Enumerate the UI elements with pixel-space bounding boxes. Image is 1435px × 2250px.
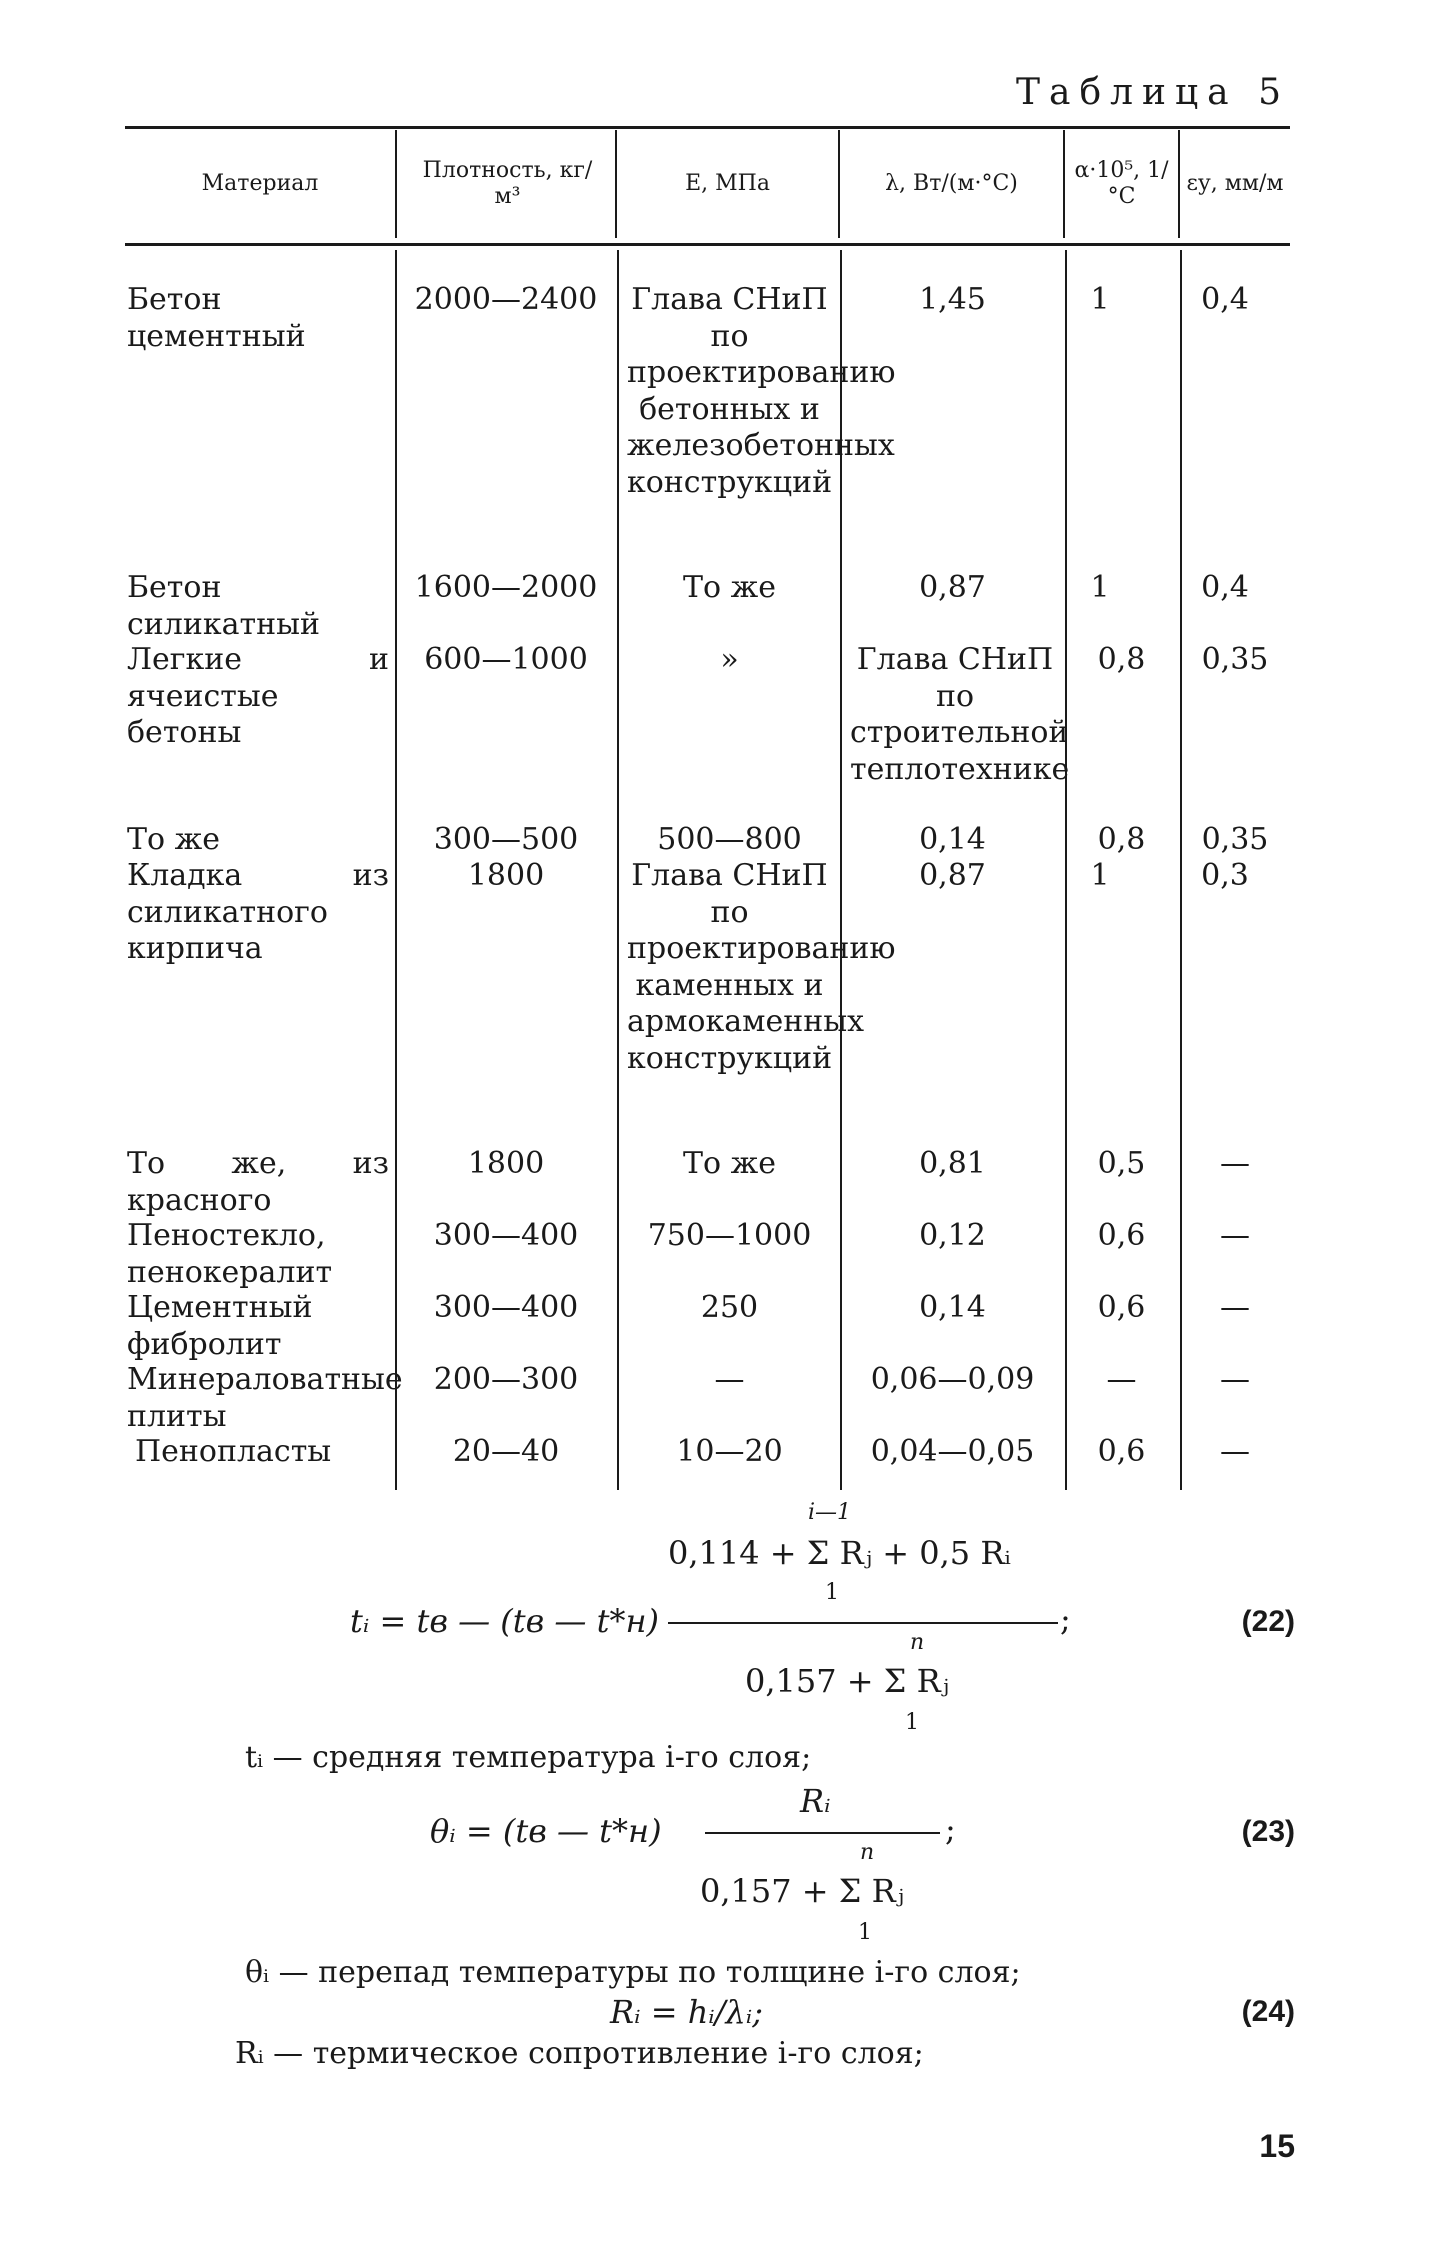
eq23-denominator: 0,157 + Σ Rⱼ bbox=[700, 1872, 905, 1910]
table-cell-material: Цементный фибролит bbox=[127, 1290, 313, 1362]
table-cell-density: 300—400 bbox=[433, 1290, 579, 1325]
body-divider bbox=[395, 250, 397, 1490]
table-header-rule bbox=[125, 243, 1290, 246]
table-cell-alpha: 0,6 bbox=[1097, 1434, 1146, 1469]
header-density: Плотность, кг/м³ bbox=[422, 158, 593, 209]
table-caption: Таблица 5 bbox=[1016, 72, 1290, 113]
table-cell-material: Кладка из силикатного кирпича bbox=[127, 858, 389, 966]
table-cell-density: 200—300 bbox=[433, 1362, 579, 1397]
table-cell-alpha: 0,5 bbox=[1097, 1146, 1146, 1181]
table-cell-alpha: 0,6 bbox=[1097, 1290, 1146, 1325]
eq23-lhs: θᵢ = (tв — t*н) bbox=[430, 1812, 662, 1850]
table-cell-epsilon: 0,35 bbox=[1201, 642, 1269, 677]
page-number: 15 bbox=[1259, 2128, 1295, 2164]
table-cell-modulus: — bbox=[714, 1362, 745, 1397]
table-cell-density: 2000—2400 bbox=[414, 282, 598, 317]
table-cell-epsilon: 0,35 bbox=[1201, 822, 1269, 857]
header-material: Материал bbox=[201, 171, 319, 196]
table-cell-alpha: 1 bbox=[1090, 570, 1110, 605]
eq23-description: θᵢ — перепад температуры по толщине i-го слоя; bbox=[245, 1955, 1021, 1990]
table-cell-epsilon: 0,3 bbox=[1201, 858, 1249, 893]
header-conductivity: λ, Вт/(м·°С) bbox=[885, 171, 1018, 196]
eq22-sum-lower-den: 1 bbox=[905, 1710, 919, 1735]
table-top-rule bbox=[125, 126, 1290, 129]
table-cell-conductivity: 0,14 bbox=[919, 822, 986, 857]
table-cell-density: 1800 bbox=[467, 858, 545, 893]
table-cell-material: Минераловатные плиты bbox=[127, 1362, 403, 1434]
eq22-sum-lower-num: 1 bbox=[825, 1580, 839, 1605]
header-alpha: α·10⁵, 1/°С bbox=[1074, 158, 1169, 209]
eq22-description: tᵢ — средняя температура i-го слоя; bbox=[245, 1740, 812, 1775]
table-cell-material: То же bbox=[127, 822, 220, 857]
table-cell-material: Пеностекло, пенокералит bbox=[127, 1218, 333, 1290]
table-cell-epsilon: 0,4 bbox=[1201, 570, 1249, 605]
table-cell-density: 20—40 bbox=[452, 1434, 560, 1469]
eq22-number: (22) bbox=[1241, 1605, 1295, 1638]
table-cell-conductivity: 0,81 bbox=[919, 1146, 986, 1181]
table-cell-density: 600—1000 bbox=[424, 642, 588, 677]
table-cell-material: Бетон силикатный bbox=[127, 570, 320, 642]
table-cell-alpha: 0,8 bbox=[1097, 822, 1146, 857]
eq23-fraction-bar bbox=[705, 1832, 940, 1834]
body-divider bbox=[1180, 250, 1182, 1490]
table-cell-modulus: Глава СНиП по проектированию бетонных и железобетонных конструкций bbox=[627, 282, 896, 500]
table-cell-conductivity: 0,12 bbox=[919, 1218, 986, 1253]
table-cell-modulus: Глава СНиП по проектированию каменных и армокаменных конструкций bbox=[627, 858, 896, 1076]
eq24-formula: Rᵢ = hᵢ/λᵢ; bbox=[610, 1993, 764, 2031]
table-cell-material: То же, из красного bbox=[127, 1146, 389, 1218]
header-divider bbox=[395, 130, 397, 238]
eq23-numerator: Rᵢ bbox=[800, 1782, 831, 1820]
header-epsilon: εу, мм/м bbox=[1186, 171, 1284, 196]
table-cell-alpha: 0,6 bbox=[1097, 1218, 1146, 1253]
eq22-tail: ; bbox=[1060, 1600, 1071, 1638]
eq23-sum-lower: 1 bbox=[858, 1920, 872, 1945]
table-cell-conductivity: 0,14 bbox=[919, 1290, 986, 1325]
table-cell-conductivity: 0,87 bbox=[919, 570, 986, 605]
table-cell-conductivity: 0,06—0,09 bbox=[870, 1362, 1035, 1397]
table-cell-conductivity: 0,04—0,05 bbox=[870, 1434, 1035, 1469]
table-cell-alpha: 1 bbox=[1090, 282, 1110, 317]
eq22-sum-upper-den: n bbox=[910, 1630, 925, 1655]
eq22-lhs: tᵢ = tв — (tв — t*н) bbox=[350, 1602, 660, 1640]
eq22-sum-upper-num: i—1 bbox=[808, 1500, 852, 1525]
table-cell-epsilon: 0,4 bbox=[1201, 282, 1249, 317]
table-cell-epsilon: — bbox=[1220, 1290, 1250, 1325]
header-divider bbox=[1063, 130, 1065, 238]
table-cell-density: 1600—2000 bbox=[414, 570, 598, 605]
table-cell-modulus: 750—1000 bbox=[647, 1218, 812, 1253]
header-divider bbox=[1178, 130, 1180, 238]
eq24-description: Rᵢ — термическое сопротивление i-го слоя; bbox=[235, 2036, 924, 2071]
eq22-denominator: 0,157 + Σ Rⱼ bbox=[745, 1662, 950, 1700]
eq23-number: (23) bbox=[1241, 1815, 1295, 1848]
eq23-sum-upper: n bbox=[860, 1840, 875, 1865]
table-cell-material: Бетон цементный bbox=[127, 282, 306, 354]
table-cell-epsilon: — bbox=[1220, 1146, 1250, 1181]
table-cell-modulus: То же bbox=[683, 570, 776, 605]
table-cell-alpha: 1 bbox=[1090, 858, 1110, 893]
header-modulus: E, МПа bbox=[685, 171, 770, 196]
table-cell-conductivity: 1,45 bbox=[919, 282, 986, 317]
table-cell-alpha: — bbox=[1106, 1362, 1137, 1397]
table-cell-density: 300—500 bbox=[433, 822, 579, 857]
table-cell-modulus: » bbox=[720, 642, 739, 677]
table-cell-epsilon: — bbox=[1220, 1434, 1250, 1469]
table-cell-modulus: 10—20 bbox=[676, 1434, 783, 1469]
table-cell-modulus: То же bbox=[683, 1146, 776, 1181]
table-cell-material: Пенопласты bbox=[135, 1434, 332, 1469]
table-cell-density: 1800 bbox=[467, 1146, 545, 1181]
eq22-numerator: 0,114 + Σ Rⱼ + 0,5 Rᵢ bbox=[668, 1534, 1011, 1572]
table-cell-material: Легкие и ячеистые бетоны bbox=[127, 642, 389, 750]
table-cell-conductivity: Глава СНиП по строительной теплотехнике bbox=[850, 642, 1070, 787]
eq22-fraction-bar bbox=[668, 1622, 1058, 1624]
table-cell-alpha: 0,8 bbox=[1097, 642, 1146, 677]
table-cell-conductivity: 0,87 bbox=[919, 858, 986, 893]
table-cell-epsilon: — bbox=[1220, 1218, 1250, 1253]
table-cell-epsilon: — bbox=[1220, 1362, 1250, 1397]
table-cell-modulus: 500—800 bbox=[657, 822, 802, 857]
table-cell-modulus: 250 bbox=[700, 1290, 759, 1325]
table-cell-density: 300—400 bbox=[433, 1218, 579, 1253]
eq23-tail: ; bbox=[945, 1810, 956, 1848]
body-divider bbox=[617, 250, 619, 1490]
eq24-number: (24) bbox=[1241, 1995, 1295, 2028]
